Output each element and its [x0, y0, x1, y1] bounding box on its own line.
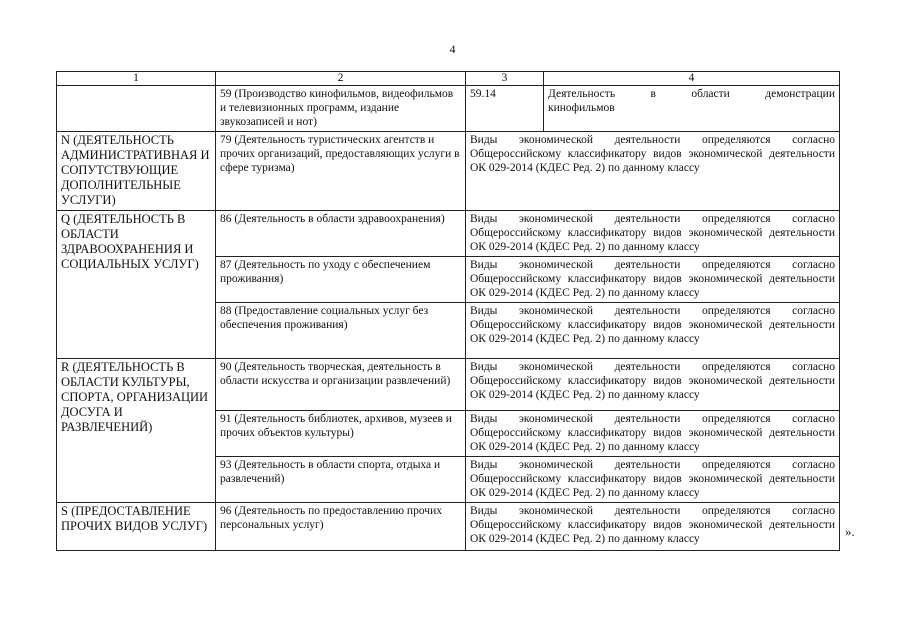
- section-r-cell: R (ДЕЯТЕЛЬНОСТЬ В ОБЛАСТИ КУЛЬТУРЫ, СПОРТА, ОРГАНИЗАЦИИ ДОСУГА И РАЗВЛЕЧЕНИЙ): [57, 359, 216, 503]
- okved-note-cell: Виды экономической деятельности определяются согласно Общероссийскому классификатору видов экономической деятельности ОК 029-2014 (КДЕС Ред. 2) по данному классу: [466, 257, 840, 303]
- class-86-cell: 86 (Деятельность в области здравоохранения): [216, 211, 466, 257]
- table-row: [57, 86, 840, 132]
- section-q-cell: Q (ДЕЯТЕЛЬНОСТЬ В ОБЛАСТИ ЗДРАВООХРАНЕНИЯ И СОЦИАЛЬНЫХ УСЛУГ): [57, 211, 216, 359]
- desc-word: области: [691, 88, 730, 100]
- class-91-cell: 91 (Деятельность библиотек, архивов, музеев и прочих объектов культуры): [216, 411, 466, 457]
- desc-word: Деятельность: [548, 88, 616, 100]
- desc-word: в: [650, 88, 656, 100]
- header-col-3: 3: [466, 72, 544, 86]
- activity-table: [56, 71, 840, 551]
- table-row: [57, 359, 840, 411]
- header-row: [57, 72, 840, 86]
- section-n-cell: N (ДЕЯТЕЛЬНОСТЬ АДМИНИСТРАТИВНАЯ И СОПУТСТВУЮЩИЕ ДОПОЛНИТЕЛЬНЫЕ УСЛУГИ): [57, 132, 216, 211]
- class-93-cell: 93 (Деятельность в области спорта, отдыха и развлечений): [216, 457, 466, 503]
- class-96-cell: 96 (Деятельность по предоставлению прочих персональных услуг): [216, 503, 466, 551]
- okved-note-cell: Виды экономической деятельности определяются согласно Общероссийскому классификатору видов экономической деятельности ОК 029-2014 (КДЕС Ред. 2) по данному классу: [466, 411, 840, 457]
- header-col-2: 2: [216, 72, 466, 86]
- table-row: [57, 503, 840, 551]
- okved-note-cell: Виды экономической деятельности определяются согласно Общероссийскому классификатору видов экономической деятельности ОК 029-2014 (КДЕС Ред. 2) по данному классу: [466, 359, 840, 411]
- section-cell-empty: [57, 86, 216, 132]
- okved-note-cell: Виды экономической деятельности определяются согласно Общероссийскому классификатору видов экономической деятельности ОК 029-2014 (КДЕС Ред. 2) по данному классу: [466, 303, 840, 359]
- desc-tail: кинофильмов: [548, 102, 615, 114]
- okved-note-cell: Виды экономической деятельности определяются согласно Общероссийскому классификатору видов экономической деятельности ОК 029-2014 (КДЕС Ред. 2) по данному классу: [466, 457, 840, 503]
- closing-quote: ».: [845, 524, 855, 539]
- okved-note-cell: Виды экономической деятельности определяются согласно Общероссийскому классификатору видов экономической деятельности ОК 029-2014 (КДЕС Ред. 2) по данному классу: [466, 132, 840, 211]
- class-59-cell: 59 (Производство кинофильмов, видеофильмов и телевизионных программ, издание звукозаписей и нот): [216, 86, 466, 132]
- table-row: [57, 132, 840, 211]
- desc-word: демонстрации: [765, 88, 835, 100]
- header-col-4: 4: [544, 72, 840, 86]
- okved-note-cell: Виды экономической деятельности определяются согласно Общероссийскому классификатору видов экономической деятельности ОК 029-2014 (КДЕС Ред. 2) по данному классу: [466, 503, 840, 551]
- class-90-cell: 90 (Деятельность творческая, деятельность в области искусства и организации развлечений): [216, 359, 466, 411]
- class-79-cell: 79 (Деятельность туристических агентств и прочих организаций, предоставляющих услуги в сфере туризма): [216, 132, 466, 211]
- page-number: 4: [449, 42, 456, 56]
- subclass-desc-cell: [544, 86, 840, 132]
- okved-note-cell: Виды экономической деятельности определяются согласно Общероссийскому классификатору видов экономической деятельности ОК 029-2014 (КДЕС Ред. 2) по данному классу: [466, 211, 840, 257]
- subclass-code-cell: 59.14: [466, 86, 544, 132]
- class-88-cell: 88 (Предоставление социальных услуг без обеспечения проживания): [216, 303, 466, 359]
- table-row: [57, 211, 840, 257]
- class-87-cell: 87 (Деятельность по уходу с обеспечением проживания): [216, 257, 466, 303]
- section-s-cell: S (ПРЕДОСТАВЛЕНИЕ ПРОЧИХ ВИДОВ УСЛУГ): [57, 503, 216, 551]
- header-col-1: 1: [57, 72, 216, 86]
